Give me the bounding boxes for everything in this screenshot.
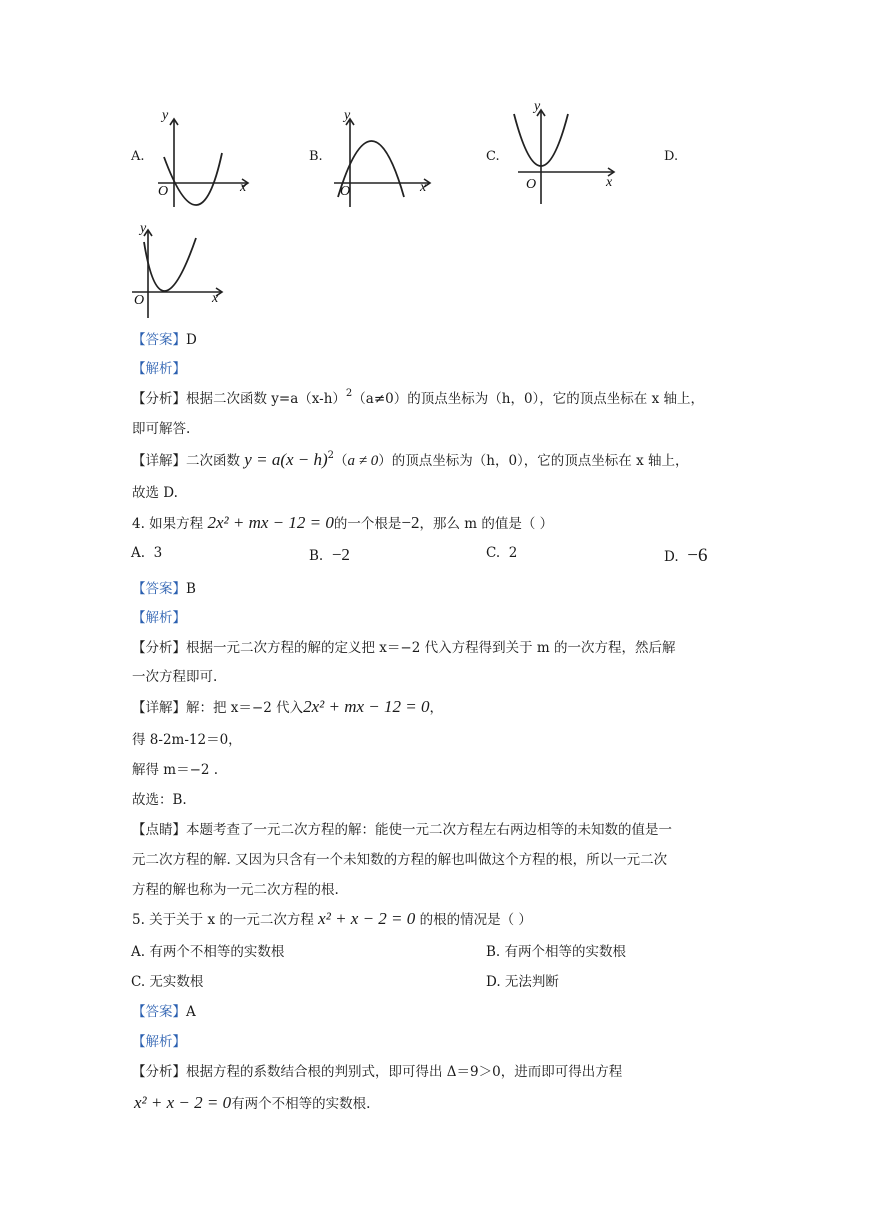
origin-label: O xyxy=(158,184,169,199)
answer-tag: 【答案】 xyxy=(132,1004,186,1020)
analysis-text: 根据一元二次方程的解的定义把 x＝−2 代入方程得到关于 m 的一次方程，然后解 xyxy=(186,640,676,656)
q3-analysis-line2: 即可解答. xyxy=(132,421,191,437)
q5-option-d: D. 无法判断 xyxy=(486,974,559,990)
answer-value: A xyxy=(186,1004,196,1020)
note-text: 本题考查了一元二次方程的解：能使一元二次方程左右两边相等的未知数的值是一 xyxy=(186,822,672,838)
q4-note-line3: 方程的解也称为一元二次方程的根. xyxy=(132,882,339,898)
q4-option-d xyxy=(664,545,707,567)
detail-condition: a ≠ 0 xyxy=(347,453,379,469)
option-value: 2 xyxy=(508,545,518,561)
y-axis-label: y xyxy=(140,221,147,236)
superscript: 2 xyxy=(345,388,353,399)
x-axis-label: x xyxy=(212,291,219,306)
graph-d xyxy=(130,222,230,322)
option-value: 3 xyxy=(153,545,163,561)
answer-tag: 【答案】 xyxy=(132,581,186,597)
q4-answer xyxy=(132,577,196,597)
analysis-text: 根据方程的系数结合根的判别式，即可得出 Δ＝9＞0，进而即可得出方程 xyxy=(186,1064,623,1080)
q4-equation: 2x² + mx − 12 = 0 xyxy=(207,513,334,532)
q4-option-c xyxy=(486,545,517,561)
q3-detail-line1: 【详解】二次函数 $y = a(x - h)^2(a \ne 0)$的顶点坐标为（h，0），它的顶点坐标在 x 轴上， xyxy=(132,450,689,469)
q4-note-line2: 元二次方程的解. 又因为只含有一个未知数的方程的解也叫做这个方程的根，所以一元二次 xyxy=(132,852,668,868)
option-b-label: B. xyxy=(309,149,323,164)
detail-text: ， xyxy=(429,700,443,716)
y-axis-label: y xyxy=(344,108,351,123)
q5-answer xyxy=(132,1000,196,1020)
x-axis-label: x xyxy=(420,180,427,195)
q4-detail-line1 xyxy=(132,696,443,717)
q4-detail-line3: 解得 m＝−2 . xyxy=(132,762,219,778)
superscript: 2 xyxy=(327,450,335,461)
q5-equation: x² + x − 2 = 0 xyxy=(318,909,416,928)
origin-label: O xyxy=(340,184,351,199)
q4-jiexi-tag: 【解析】 xyxy=(132,610,186,626)
x-axis-label: x xyxy=(240,180,247,195)
q5-analysis-line1 xyxy=(132,1060,622,1080)
stem-text: 的根的情况是（ ） xyxy=(419,912,532,928)
q4-analysis-line1 xyxy=(132,636,675,656)
detail-text: 的顶点坐标为（h，0），它的顶点坐标在 x 轴上， xyxy=(391,453,689,469)
detail-text: 解：把 x＝−2 代入 xyxy=(186,700,304,716)
option-label: D. xyxy=(664,549,679,565)
analysis-tag: 【分析】 xyxy=(132,1064,186,1080)
option-a-label: A. xyxy=(131,149,145,164)
y-axis-label: y xyxy=(162,108,169,123)
analysis-text: 根据二次函数 y=a（x-h） xyxy=(186,391,346,407)
q5-analysis-line2 xyxy=(134,1092,370,1113)
detail-text: 二次函数 xyxy=(186,453,240,469)
graph-b xyxy=(332,105,432,210)
option-label: A. xyxy=(131,545,146,561)
answer-value: B xyxy=(186,581,196,597)
root-value: −2 xyxy=(401,513,420,532)
detail-tag: 【详解】 xyxy=(132,700,186,716)
stem-text: 5. 关于关于 x 的一元二次方程 xyxy=(132,912,314,928)
option-label: C. xyxy=(486,545,501,561)
detail-tag: 【详解】 xyxy=(132,453,186,469)
option-label: B. xyxy=(309,548,324,564)
stem-text: ，那么 m 的值是（ ） xyxy=(419,516,554,532)
analysis-tag: 【分析】 xyxy=(132,640,186,656)
origin-label: O xyxy=(134,293,145,308)
q4-option-a xyxy=(131,545,162,561)
option-d-label: D. xyxy=(664,149,679,164)
detail-formula: y = a(x − h) xyxy=(244,450,328,469)
stem-text: 4. 如果方程 xyxy=(132,516,204,532)
answer-tag: 【答案】 xyxy=(132,332,186,348)
y-axis-label: y xyxy=(534,99,541,114)
q5-stem xyxy=(132,908,532,929)
option-c-label: C. xyxy=(486,149,500,164)
x-axis-label: x xyxy=(606,175,613,190)
q4-detail-line4: 故选：B. xyxy=(132,792,187,808)
option-value: −6 xyxy=(687,545,708,566)
q4-analysis-line2: 一次方程即可. xyxy=(132,669,218,685)
origin-label: O xyxy=(526,177,537,192)
q3-jiexi-tag: 【解析】 xyxy=(132,361,186,377)
analysis-text: 有两个不相等的实数根. xyxy=(231,1096,371,1112)
q4-note-line1 xyxy=(132,818,672,838)
q5-option-c: C. 无实数根 xyxy=(131,974,204,990)
analysis-equation: x² + x − 2 = 0 xyxy=(134,1093,232,1112)
q5-option-b: B. 有两个相等的实数根 xyxy=(486,944,627,960)
graph-c xyxy=(510,100,620,210)
q3-detail-line2: 故选 D. xyxy=(132,485,178,501)
note-tag: 【点睛】 xyxy=(132,822,186,838)
analysis-text: （a≠0）的顶点坐标为（h，0），它的顶点坐标在 x 轴上， xyxy=(352,391,704,407)
q5-jiexi-tag: 【解析】 xyxy=(132,1034,186,1050)
graph-a xyxy=(150,105,250,210)
q3-answer xyxy=(132,328,197,348)
q4-stem xyxy=(132,512,553,533)
q4-detail-line2: 得 8-2m-12＝0， xyxy=(132,732,242,748)
option-value: −2 xyxy=(331,545,350,564)
analysis-tag: 【分析】 xyxy=(132,391,186,407)
q5-option-a: A. 有两个不相等的实数根 xyxy=(131,944,285,960)
answer-value: D xyxy=(186,332,197,348)
stem-text: 的一个根是 xyxy=(333,516,402,532)
q3-analysis-line1 xyxy=(132,387,704,407)
detail-equation: 2x² + mx − 12 = 0 xyxy=(303,697,430,716)
q4-option-b xyxy=(309,545,350,565)
